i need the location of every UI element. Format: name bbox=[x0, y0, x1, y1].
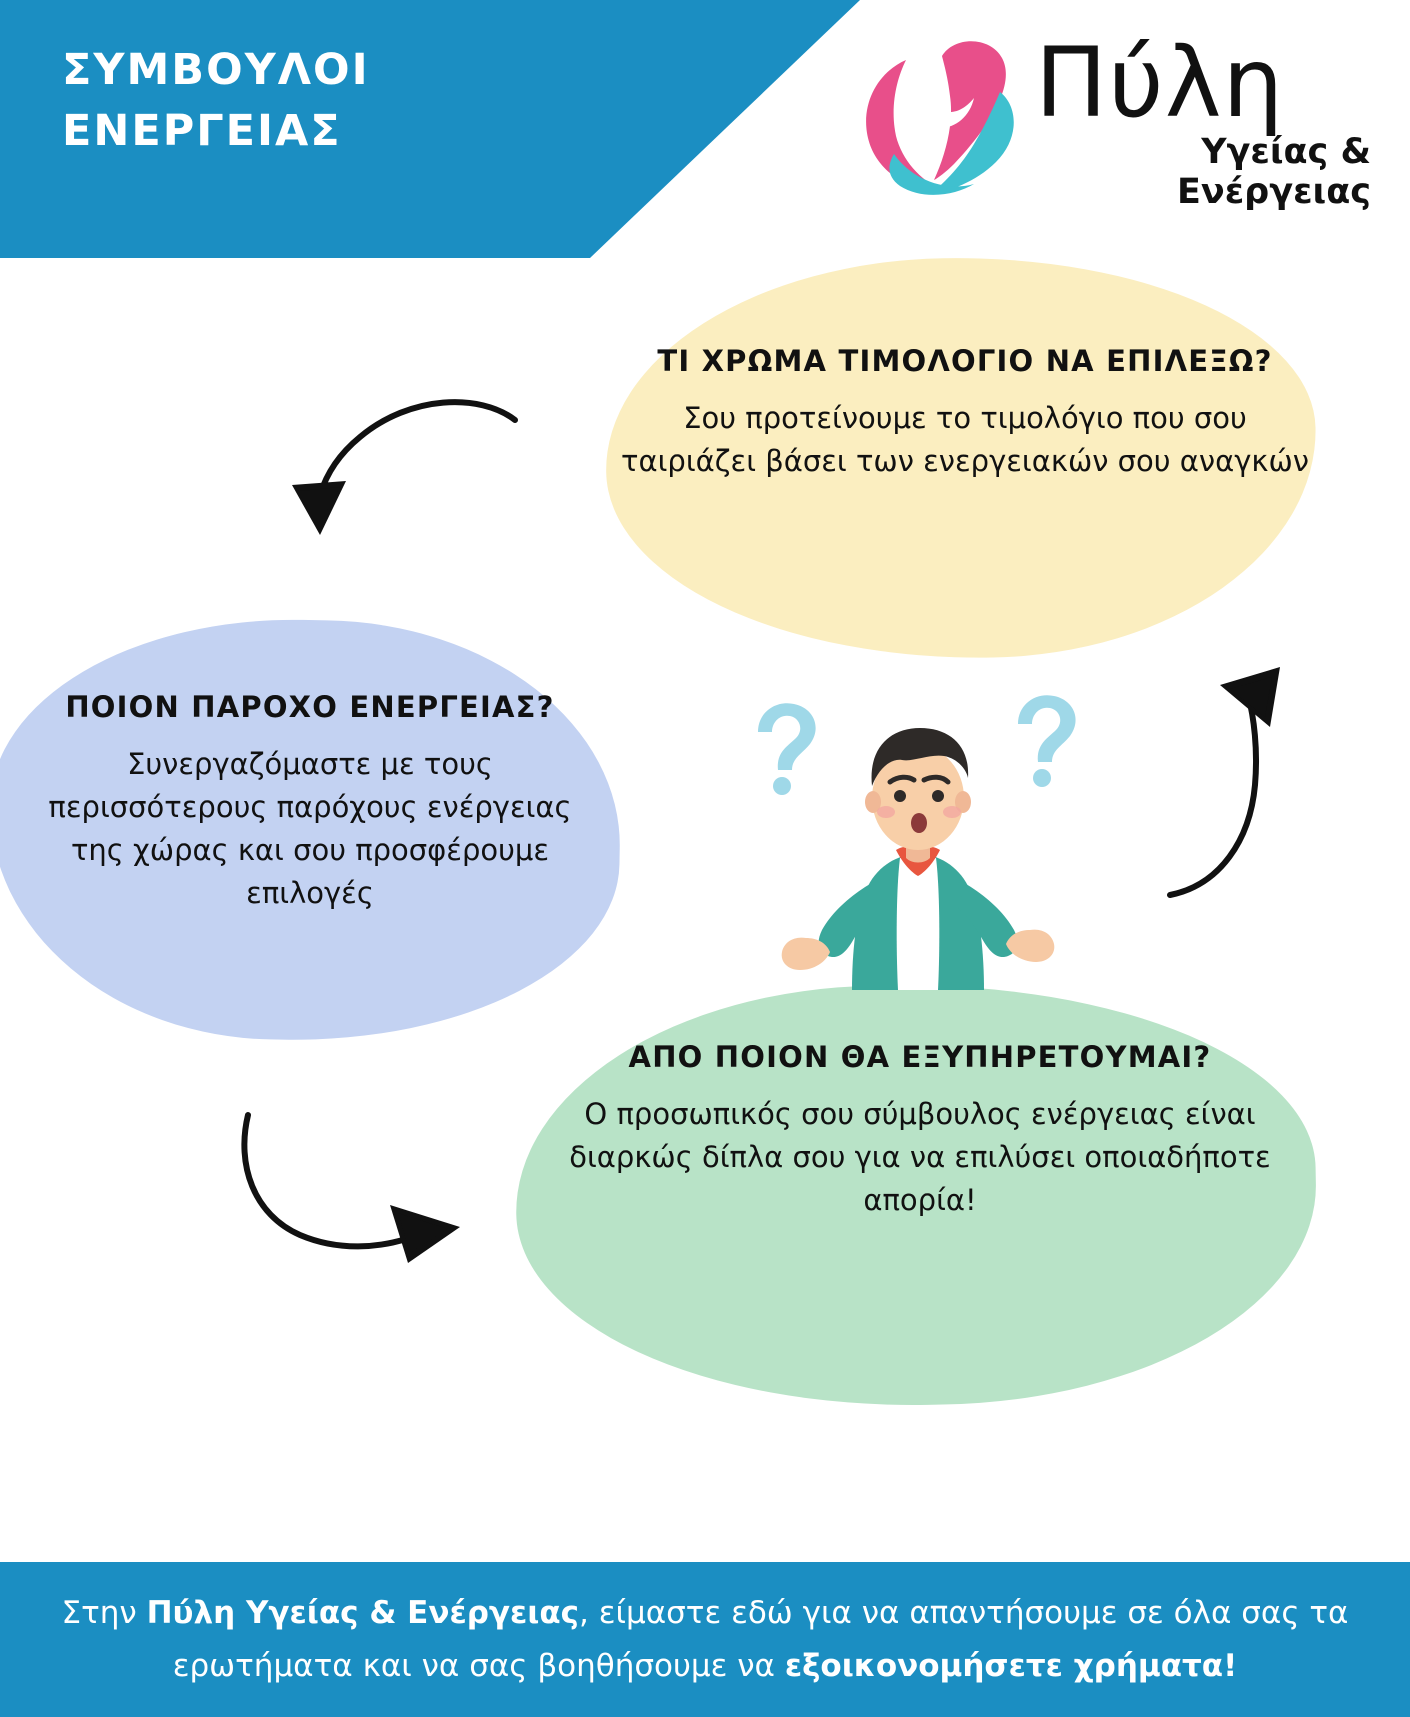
logo-subtitle: Υγείας & Ενέργειας bbox=[1176, 132, 1371, 213]
logo-word: Πύλη bbox=[1035, 27, 1285, 139]
arrow-to-blue-icon bbox=[230, 1105, 510, 1295]
footer-part2: , είμαστε εδώ για να απαντήσουμε σε όλα σας τα ερωτήματα και να σας βοηθήσουμε να bbox=[172, 1594, 1349, 1684]
question-mark-left bbox=[758, 703, 816, 795]
card-who-serves-me-title: ΑΠΟ ΠΟΙΟΝ ΘΑ ΕΞΥΠΗΡΕΤΟΥΜΑΙ? bbox=[628, 1040, 1212, 1074]
page-header bbox=[0, 0, 1410, 258]
footer-message bbox=[0, 1587, 1410, 1692]
page-title-line1: ΣΥΜΒΟΥΛΟΙ bbox=[62, 45, 370, 95]
brand-logo[interactable] bbox=[850, 28, 1370, 238]
question-mark-right bbox=[1018, 695, 1076, 787]
page-title-line2: ΕΝΕΡΓΕΙΑΣ bbox=[62, 106, 342, 157]
card-energy-provider bbox=[30, 688, 590, 915]
card-energy-provider-title: ΠΟΙΟΝ ΠΑΡΟΧΟ ΕΝΕΡΓΕΙΑΣ? bbox=[65, 690, 555, 724]
logo-text bbox=[1035, 28, 1375, 212]
confused-person-illustration bbox=[718, 690, 1118, 1010]
arrow-to-yellow-icon bbox=[280, 375, 540, 565]
page-title bbox=[62, 40, 622, 162]
card-who-serves-me bbox=[560, 1038, 1280, 1222]
footer-part1: Στην bbox=[61, 1594, 147, 1631]
footer-brand: Πύλη Υγείας & Ενέργειας bbox=[146, 1594, 580, 1631]
card-energy-provider-body: Συνεργαζόμαστε με τους περισσότερους παρόχους ενέργειας της χώρας και σου προσφέρουμε επιλογές bbox=[48, 747, 572, 910]
heart-person-logo-icon bbox=[850, 34, 1030, 209]
card-invoice-color-title: ΤΙ ΧΡΩΜΑ ΤΙΜΟΛΟΓΙΟ ΝΑ ΕΠΙΛΕΞΩ? bbox=[657, 344, 1273, 378]
card-invoice-color-body: Σου προτείνουμε το τιμολόγιο που σου ταιριάζει βάσει των ενεργειακών σου αναγκών bbox=[621, 401, 1309, 479]
card-who-serves-me-body: Ο προσωπικός σου σύμβουλος ενέργειας είναι διαρκώς δίπλα σου για να επιλύσει οποιαδήποτε απορία! bbox=[569, 1097, 1271, 1217]
page-footer bbox=[0, 1562, 1410, 1717]
card-invoice-color bbox=[620, 342, 1310, 483]
arrow-to-green-icon bbox=[1110, 655, 1340, 915]
footer-highlight: εξοικονομήσετε χρήματα! bbox=[784, 1647, 1238, 1684]
